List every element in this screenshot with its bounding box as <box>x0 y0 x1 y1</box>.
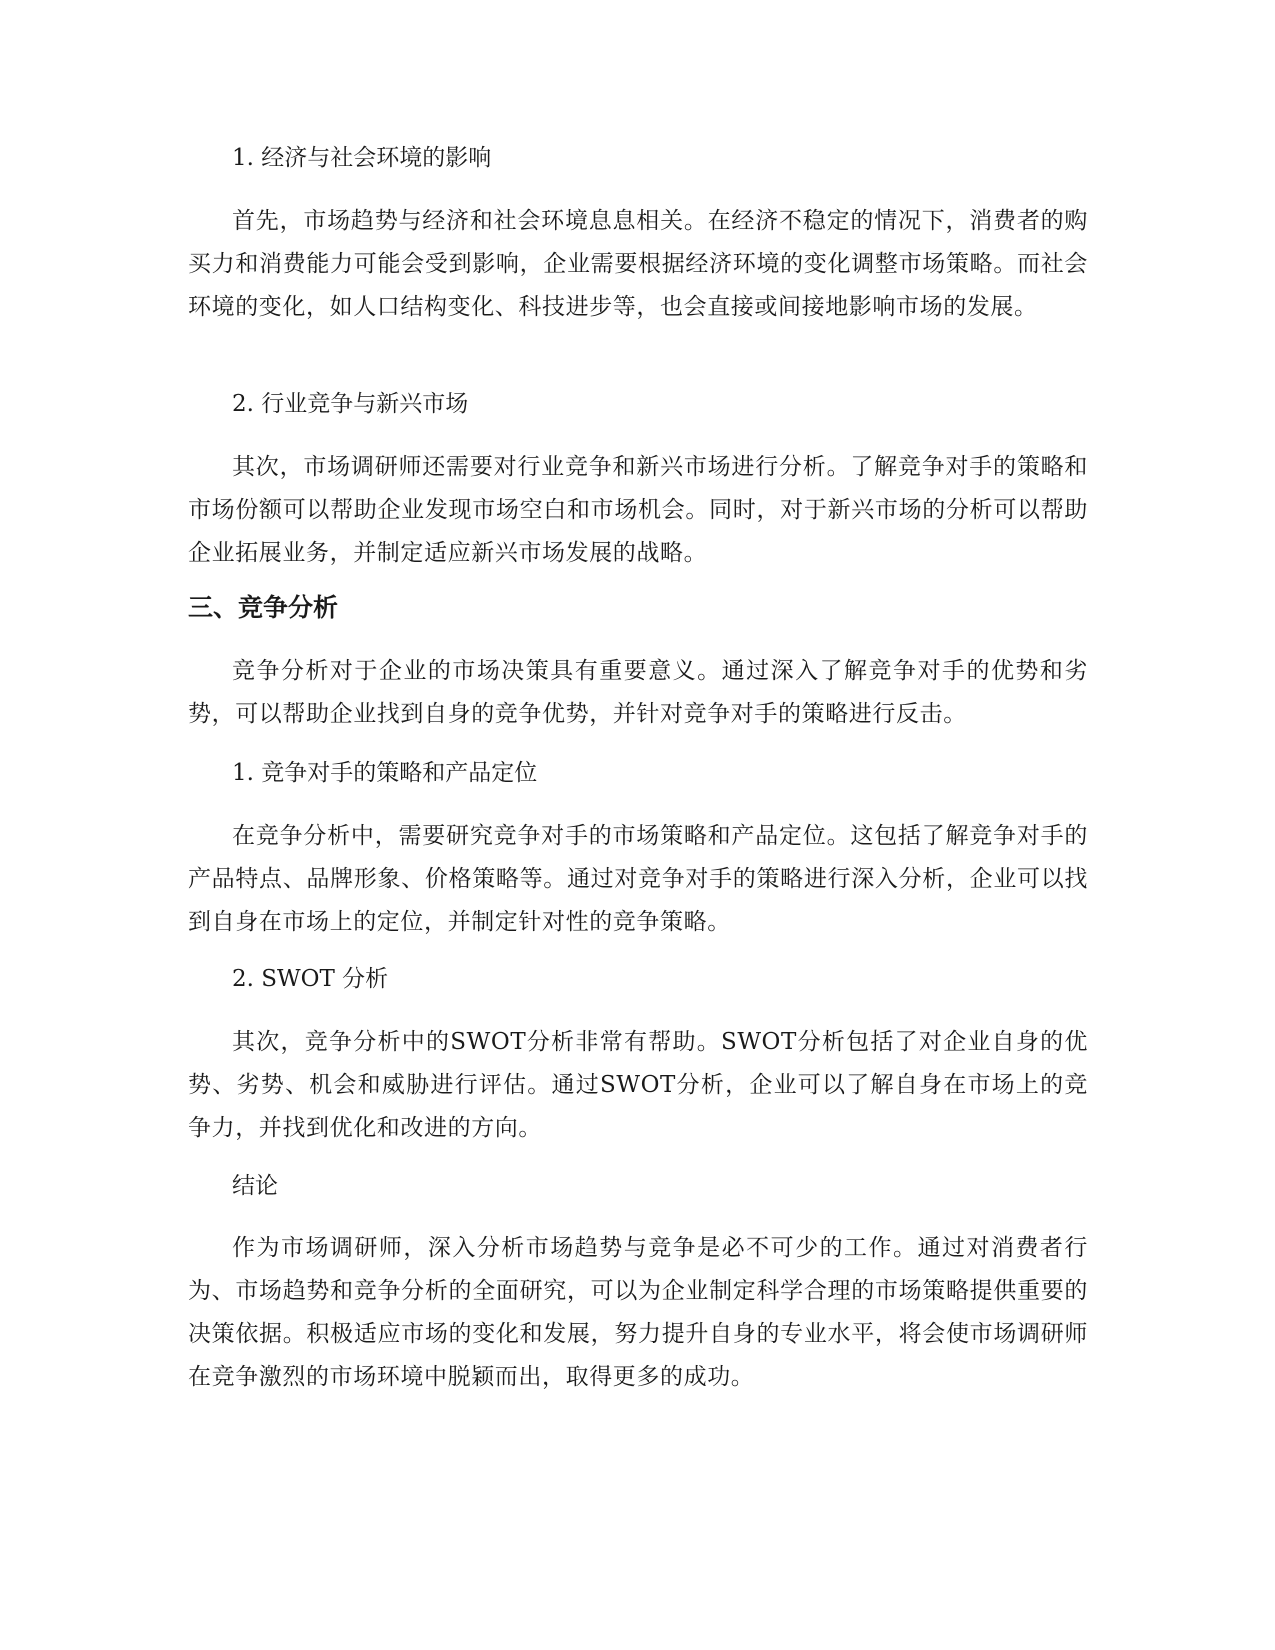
paragraph-conclusion: 作为市场调研师，深入分析市场趋势与竞争是必不可少的工作。通过对消费者行为、市场趋势和竞争分析的全面研究，可以为企业制定科学合理的市场策略提供重要的决策依据。积极适应市场的变化和发展，努力提升自身的专业水平，将会使市场调研师在竞争激烈的市场环境中脱颖而出，取得更多的成功。 <box>188 1235 1088 1390</box>
paragraph-competition-intro: 竞争分析对于企业的市场决策具有重要意义。通过深入了解竞争对手的优势和劣势，可以帮助企业找到自身的竞争优势，并针对竞争对手的策略进行反击。 <box>188 658 1088 727</box>
subheading-competitor-strategy: 1. 竞争对手的策略和产品定位 <box>232 760 538 786</box>
paragraph-economic-social: 首先，市场趋势与经济和社会环境息息相关。在经济不稳定的情况下，消费者的购买力和消费能力可能会受到影响，企业需要根据经济环境的变化调整市场策略。而社会环境的变化，如人口结构变化、科技进步等，也会直接或间接地影响市场的发展。 <box>188 208 1088 320</box>
paragraph-industry-competition: 其次，市场调研师还需要对行业竞争和新兴市场进行分析。了解竞争对手的策略和市场份额可以帮助企业发现市场空白和市场机会。同时，对于新兴市场的分析可以帮助企业拓展业务，并制定适应新兴市场发展的战略。 <box>188 454 1088 566</box>
subheading-conclusion: 结论 <box>232 1173 278 1199</box>
subheading-economic-social: 1. 经济与社会环境的影响 <box>232 145 492 171</box>
subheading-industry-competition: 2. 行业竞争与新兴市场 <box>232 391 469 417</box>
paragraph-competitor-strategy: 在竞争分析中，需要研究竞争对手的市场策略和产品定位。这包括了解竞争对手的产品特点、品牌形象、价格策略等。通过对竞争对手的策略进行深入分析，企业可以找到自身在市场上的定位，并制定针对性的竞争策略。 <box>188 823 1088 935</box>
subheading-swot: 2. SWOT 分析 <box>232 966 389 992</box>
paragraph-swot: 其次，竞争分析中的SWOT分析非常有帮助。SWOT分析包括了对企业自身的优势、劣势、机会和威胁进行评估。通过SWOT分析，企业可以了解自身在市场上的竞争力，并找到优化和改进的方向。 <box>188 1029 1088 1141</box>
section-heading-competition-analysis: 三、竞争分析 <box>188 593 339 622</box>
